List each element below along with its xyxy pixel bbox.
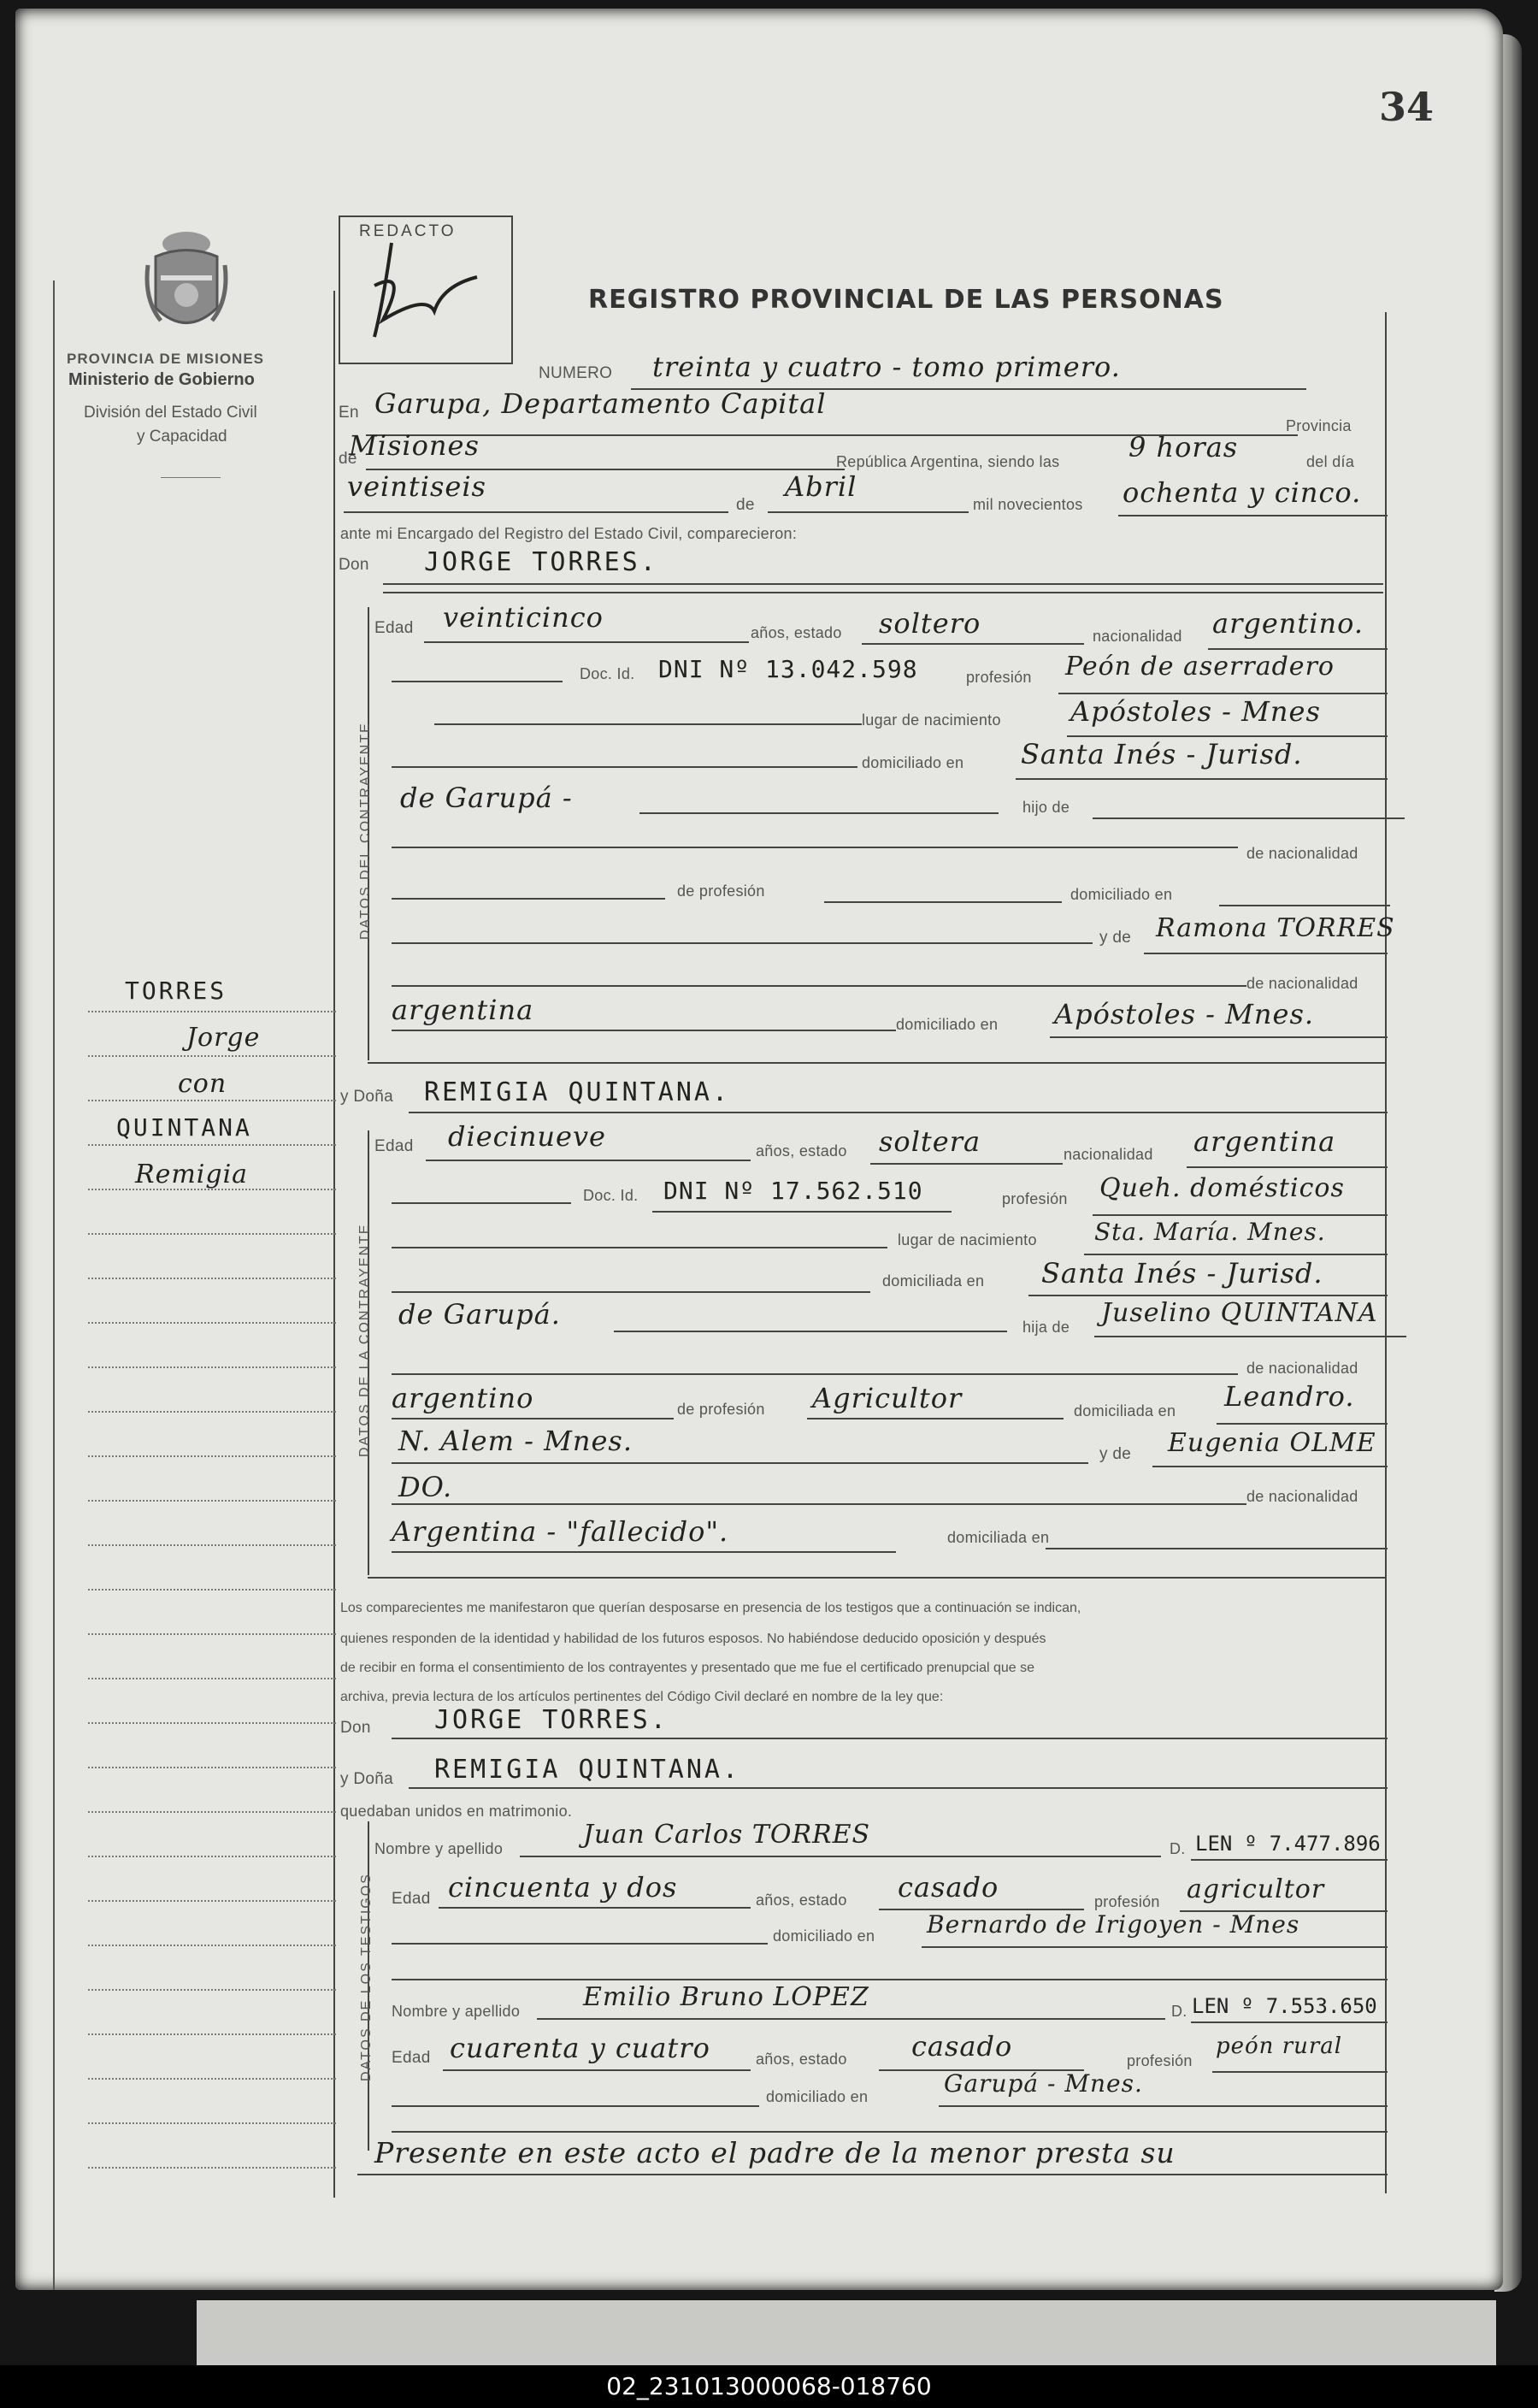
f-hija-label: hija de [1022,1319,1070,1336]
c-hijo-rule [1093,817,1405,819]
margin-rule [88,2167,336,2169]
dia-value: veintiseis [347,470,486,503]
header-capacity: y Capacidad [137,428,227,446]
t2-dom-rule [939,2105,1388,2107]
f-nacimiento-label: lugar de nacimiento [898,1231,1037,1248]
mes-value: Abril [785,470,857,503]
don-label: Don [339,556,369,574]
c-domicilio-label: domiciliado en [862,754,964,771]
decl-don-rule [392,1738,1388,1739]
margin-rule [88,1100,336,1101]
t1-estado-label: años, estado [756,1892,847,1909]
f-domicilio-rule [1028,1295,1388,1296]
t1-nombre-value: Juan Carlos TORRES [583,1820,871,1850]
margin-rule [88,1055,336,1057]
c-doc-value: DNI Nº 13.042.598 [658,655,918,683]
left-margin-rule [53,280,55,2290]
c-prof-rule [1058,693,1388,694]
t1-dom-lead [392,1943,768,1945]
f-nac-label: nacionalidad [1064,1146,1153,1163]
image-caption: 02_231013000068-018760 [606,2372,932,2400]
t1-doc-rule [1191,1859,1388,1861]
t1-nombre-rule [520,1856,1161,1857]
t2-doc-rule [1191,2021,1388,2023]
f-y-de-label: y de [1099,1445,1132,1463]
declaracion-p4: archiva, previa lectura de los artículos pertinentes del Código Civil declaré en nombre de la ley que: [340,1690,944,1704]
f-madre-dom-rule [1046,1548,1388,1549]
c-nac-rule [1208,648,1388,650]
t1-edad-rule [439,1907,751,1909]
f-madre-value: Eugenia OLME [1168,1428,1376,1458]
header-underline [161,477,221,478]
paper-sheet [15,9,1503,2290]
f-domicilio-lead [392,1291,870,1293]
t2-dom-value: Garupá - Mnes. [944,2069,1143,2098]
margin-note-surname: TORRES [125,977,227,1005]
don-rule [383,583,1383,585]
decl-don-value: JORGE TORRES. [434,1705,669,1735]
dia-rule [344,511,728,513]
c-estado-value: soltero [879,607,981,640]
f-prof-value: Queh. domésticos [1099,1173,1345,1203]
f-prof-rule [1093,1214,1388,1216]
margin-rule [88,1633,336,1635]
t2-prof-rule [1212,2071,1388,2073]
f-padre-value: Juselino QUINTANA [1101,1298,1378,1328]
f-doc-value: DNI Nº 17.562.510 [663,1177,923,1205]
margin-rule [88,1678,336,1679]
caption-bar [0,2365,1538,2408]
de-value: Misiones [349,429,480,462]
t2-edad-label: Edad [392,2049,431,2067]
c-padre-prof-line [824,901,1062,903]
margin-rule [88,1322,336,1324]
decl-don-label: Don [340,1719,371,1737]
f-nac2-label: de nacionalidad [1246,1360,1358,1377]
c-nacimiento-lead [434,723,862,725]
f-padre-rule [1094,1336,1406,1337]
t1-nombre-label: Nombre y apellido [374,1840,504,1857]
c-edad-label: Edad [374,619,414,637]
redacto-stamp [339,215,513,364]
margin-note-name: Jorge [186,1023,261,1053]
margin-rule [88,1900,336,1902]
don-value: JORGE TORRES. [424,547,658,577]
de-label: de [339,450,357,468]
margin-rule [88,1856,336,1857]
c-domicilio-value2: de Garupá - [400,782,573,814]
t1-doc-value: LEN º 7.477.896 [1195,1832,1381,1856]
ante-text: ante mi Encargado del Registro del Estado Civil, comparecieron: [340,525,798,542]
c-nac-label: nacionalidad [1093,628,1182,645]
c-hijo-label: hijo de [1022,799,1070,816]
c-madre-nac-line [392,985,1246,987]
margin-rule [88,1589,336,1591]
c-madre-nac-value: argentina [392,994,534,1026]
c-doc-lead [392,681,563,682]
f-doc-rule [652,1211,952,1213]
margin-rule [88,1455,336,1457]
f-padre-prof-rule [807,1418,1064,1419]
form-title: REGISTRO PROVINCIAL DE LAS PERSONAS [588,285,1224,315]
c-domicilio-rule [1016,778,1388,780]
f-estado-value: soltera [879,1125,981,1158]
c-madre-value: Ramona TORRES [1156,913,1395,943]
t1-edad-label: Edad [392,1890,431,1908]
f-madre-value2: DO. [398,1471,453,1503]
t1-dom-label: domiciliado en [773,1927,875,1945]
c-madre-dom-label: domiciliado en [896,1016,999,1033]
page-number: 34 [1379,84,1435,130]
f-madre2-rule [392,1503,1246,1505]
t1-dom-rule [922,1946,1388,1948]
f-edad-value: diecinueve [448,1120,606,1153]
header-ministry: Ministerio de Gobierno [68,370,255,389]
t2-edad-value: cuarenta y cuatro [450,2032,710,2064]
f-madre-dom-label: domiciliada en [947,1529,1050,1546]
f-padre-dom-value2: N. Alem - Mnes. [398,1425,633,1457]
f-padre-dom-rule [1217,1423,1388,1425]
f-doc-lead [392,1202,571,1204]
t2-nombre-rule [537,2018,1165,2020]
t2-dom-label: domiciliado en [766,2088,869,2105]
en-label: En [339,404,359,422]
margin-rule [88,1767,336,1768]
f-estado-label: años, estado [756,1142,847,1160]
dona-rule [409,1112,1388,1113]
margin-rule [88,1989,336,1991]
c-nacimiento-value: Apóstoles - Mnes [1070,695,1321,728]
contrayenta-side-label: DATOS DE LA CONTRAYENTE [357,1223,372,1457]
margin-note-surname2: QUINTANA [116,1113,252,1142]
c-nacimiento-rule [1067,735,1388,737]
anio-rule [1118,515,1388,516]
margin-rule [88,2122,336,2124]
c-estado-label: años, estado [751,624,842,641]
f-de-profesion-label: de profesión [677,1401,765,1418]
margin-rule [88,1722,336,1724]
t2-nombre-label: Nombre y apellido [392,2003,521,2020]
margin-rule [88,1278,336,1279]
numero-label: NUMERO [539,364,613,382]
c-madre-nac-rule [392,1030,896,1031]
f-nac-value: argentina [1193,1125,1336,1158]
margin-note-con: con [178,1069,227,1099]
t2-doc-label: D. [1171,2003,1187,2020]
margin-rule [88,1544,336,1546]
c-edad-value: veinticinco [443,601,604,634]
c-nac-line [392,847,1238,848]
f-doc-label: Doc. Id. [583,1187,639,1204]
c-madre-dom-value: Apóstoles - Mnes. [1054,998,1315,1030]
f-madre-nac-value: Argentina - "fallecido". [392,1515,729,1548]
c-padre-dom-line [1219,905,1390,906]
margin-rule [88,1500,336,1502]
margin-rule [88,1011,336,1012]
decl-dona-rule [409,1787,1388,1789]
t2-edad-rule [443,2069,751,2071]
f-padre-nac-rule [392,1418,674,1419]
declaracion-p2: quienes responden de la identidad y habilidad de los futuros esposos. No habiéndose deducido oposición y después [340,1632,1046,1646]
margin-rule [88,1366,336,1368]
t2-blank-rule [392,2131,1388,2133]
del-dia-label: del día [1306,453,1355,470]
t2-doc-value: LEN º 7.553.650 [1192,1994,1377,2018]
main-frame-left [333,291,335,2198]
lower-page-strip [197,2300,1496,2369]
t1-doc-label: D. [1170,1840,1186,1857]
margin-rule [88,2033,336,2035]
f-estado-rule [870,1163,1063,1165]
contrayente-side-label: DATOS DEL CONTRAYENTE [358,722,373,940]
c-block-bottom [368,1062,1387,1064]
f-padre-dom2-rule [392,1462,1088,1464]
don-rule-2 [383,592,1383,593]
t1-estado-value: casado [898,1871,999,1903]
header-division: División del Estado Civil [84,404,257,422]
decl-unidos: quedaban unidos en matrimonio. [340,1803,573,1820]
provincia-label: Provincia [1286,417,1352,434]
c-domicilio2-rule [639,812,999,814]
f-domicilio-label: domiciliada en [882,1272,985,1290]
f-domicilio2-rule [614,1331,1007,1332]
margin-rule [88,1144,336,1146]
t1-edad-value: cincuenta y dos [448,1871,678,1903]
c-doc-label: Doc. Id. [580,665,635,682]
f-nac-line [392,1373,1238,1375]
decl-dona-label: y Doña [340,1770,394,1788]
mes-rule [768,511,969,513]
margin-note-name2: Remigia [135,1160,249,1189]
t1-blank-rule [392,1979,1388,1980]
t2-estado-label: años, estado [756,2051,847,2068]
footer-note-rule [357,2174,1388,2175]
declaracion-p1: Los comparecientes me manifestaron que querían desposarse en presencia de los testigos que a continuación se indican, [340,1601,1081,1615]
t1-dom-value: Bernardo de Irigoyen - Mnes [927,1910,1300,1939]
margin-rule [88,1411,336,1413]
testigos-side-label: DATOS DE LOS TESTIGOS [359,1873,374,2081]
c-nac3-label: de nacionalidad [1246,975,1358,992]
c-edad-rule [424,641,749,643]
header-province: PROVINCIA DE MISIONES [67,351,265,367]
en-value: Garupa, Departamento Capital [374,387,827,420]
f-padre-prof-value: Agricultor [812,1382,963,1414]
c-y-de-label: y de [1099,929,1132,947]
c-estado-rule [862,643,1084,645]
footer-note: Presente en este acto el padre de la menor presta su [374,2136,1176,2169]
coat-of-arms-icon [144,218,229,346]
f-prof-label: profesión [1002,1190,1068,1207]
hora-value: 9 horas [1128,431,1239,463]
margin-rule [88,2078,336,2080]
numero-value: treinta y cuatro - tomo primero. [652,351,1121,383]
anio-value: ochenta y cinco. [1123,476,1362,509]
c-nacimiento-label: lugar de nacimiento [862,711,1001,729]
f-madre-nac-rule [392,1551,896,1553]
dona-label: y Doña [340,1088,394,1106]
c-nac2-label: de nacionalidad [1246,845,1358,862]
f-edad-label: Edad [374,1137,414,1155]
c-nac-value: argentino. [1212,607,1364,640]
decl-dona-value: REMIGIA QUINTANA. [434,1755,741,1785]
c-madre-rule [1144,953,1388,954]
c-domiciliado-en-label: domiciliado en [1070,886,1173,903]
margin-rule [88,1945,336,1946]
c-prof-value: Peón de aserradero [1065,652,1335,682]
f-madre-rule [1152,1466,1388,1467]
f-nacimiento-rule [1084,1254,1388,1255]
f-nacimiento-value: Sta. María. Mnes. [1094,1218,1326,1246]
t2-estado-value: casado [911,2030,1013,2063]
f-nac3-label: de nacionalidad [1246,1488,1358,1505]
t1-prof-value: agricultor [1187,1874,1325,1904]
f-edad-rule [426,1160,751,1161]
c-padre-nac-line [392,898,665,900]
margin-rule [88,1233,336,1235]
t2-dom-lead [392,2105,759,2107]
signature-scribble-icon [357,234,486,354]
f-padre-dom-value: Leandro. [1224,1380,1355,1413]
f-block-bottom [368,1577,1387,1579]
t2-prof-label: profesión [1127,2052,1193,2069]
f-domiciliada-en-label: domiciliada en [1074,1402,1176,1419]
dona-value: REMIGIA QUINTANA. [424,1077,731,1107]
mil-label: mil novecientos [973,496,1083,513]
de2-label: de [736,496,755,514]
f-domicilio-value2: de Garupá. [398,1298,561,1331]
c-domicilio-value: Santa Inés - Jurisd. [1021,738,1303,770]
f-nac-rule [1187,1166,1388,1168]
c-prof-label: profesión [966,669,1032,686]
c-madre-dom-rule [1050,1036,1388,1038]
margin-rule [88,1811,336,1813]
c-padre-dom-line2 [392,942,1093,944]
t1-prof-label: profesión [1094,1893,1160,1910]
republica-label: República Argentina, siendo las [836,453,1060,470]
f-nacimiento-lead [392,1247,887,1248]
c-domicilio-lead [392,766,857,768]
c-de-profesion-label: de profesión [677,882,765,900]
f-padre-nac-value: argentino [392,1382,534,1414]
f-domicilio-value: Santa Inés - Jurisd. [1041,1257,1323,1290]
t2-nombre-value: Emilio Bruno LOPEZ [583,1982,869,2012]
declaracion-p3: de recibir en forma el consentimiento de los contrayentes y presentado que me fue el certificado prenupcial que se [340,1661,1035,1675]
redacto-label: REDACTO [359,222,457,240]
t2-prof-value: peón rural [1216,2033,1343,2059]
